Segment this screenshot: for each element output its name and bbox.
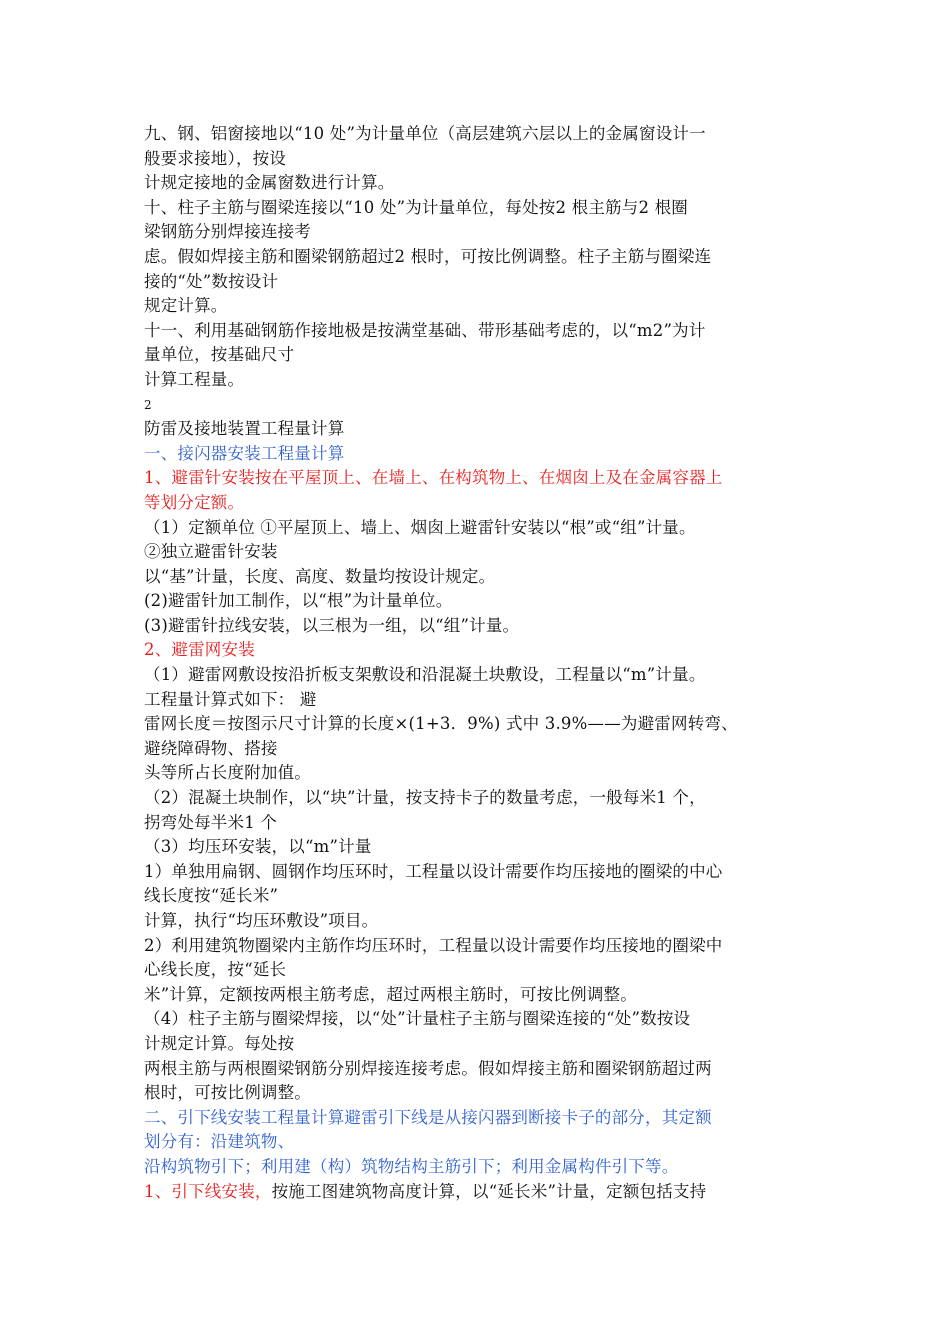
text-line: 心线长度，按“延长 <box>144 960 287 980</box>
text-line: （2）混凝土块制作，以“块”计量，按支持卡子的数量考虑，一般每米1 个， <box>144 788 706 808</box>
text-line <box>144 1180 814 1205</box>
text-line: 十一、利用基础钢筋作接地极是按满堂基础、带形基础考虑的，以“m2”为计 <box>144 320 706 340</box>
text-line: 工程量计算式如下： 避 <box>144 689 317 709</box>
text-line: 计算，执行“均压环敷设”项目。 <box>144 911 379 930</box>
text-line: 一、接闪器安装工程量计算 <box>144 443 345 463</box>
text-line: 2）利用建筑物圈梁内主筋作均压环时，工程量以设计需要作均压接地的圈梁中 <box>144 935 723 955</box>
text-line: （1）定额单位 ①平屋顶上、墙上、烟囱上避雷针安装以“根”或“组”计量。 <box>144 517 696 537</box>
text-line: 雷网长度＝按图示尺寸计算的长度×(1+3．9%) 式中 3.9%——为避雷网转弯、 <box>144 714 738 734</box>
text-line: （1）避雷网敷设按沿折板支架敷设和沿混凝土块敷设，工程量以“m”计量。 <box>144 665 706 685</box>
heading-fragment: 1、引下线安装， <box>144 1181 272 1201</box>
text-line: 1、避雷针安装按在平屋顶上、在墙上、在构筑物上、在烟囱上及在金属容器上 <box>144 468 723 488</box>
text-line: 线长度按“延长米” <box>144 886 279 906</box>
text-line: 梁钢筋分别焊接连接考 <box>144 222 311 242</box>
text-line: 规定计算。 <box>144 296 228 316</box>
text-line: 接的“处”数按设计 <box>144 271 279 291</box>
text-line: (3)避雷针拉线安装，以三根为一组，以“组”计量。 <box>144 615 520 635</box>
text-line: 般要求接地），按设 <box>144 148 287 168</box>
body-fragment: 按施工图建筑物高度计算，以“延长米”计量，定额包括支持 <box>271 1181 707 1201</box>
text-line: 米”计算，定额按两根主筋考虑，超过两根主筋时，可按比例调整。 <box>144 984 637 1004</box>
text-line: 1）单独用扁钢、圆钢作均压环时，工程量以设计需要作均压接地的圈梁的中心 <box>144 861 723 881</box>
page-number: 2 <box>144 397 152 412</box>
text-line: 防雷及接地装置工程量计算 <box>144 419 345 439</box>
text-line: 避绕障碍物、搭接 <box>144 738 278 758</box>
text-line: 拐弯处每半米1 个 <box>144 812 278 832</box>
text-line: 根时，可按比例调整。 <box>144 1083 311 1103</box>
text-line: 计规定计算。每处按 <box>144 1033 295 1053</box>
text-line: (2)避雷针加工制作，以“根”为计量单位。 <box>144 591 453 611</box>
text-line: 二、引下线安装工程量计算避雷引下线是从接闪器到断接卡子的部分，其定额 <box>144 1107 712 1127</box>
text-line: 九、钢、铝窗接地以“10 处”为计量单位（高层建筑六层以上的金属窗设计一 <box>144 124 706 143</box>
text-line: 沿构筑物引下；利用建（构）筑物结构主筋引下；利用金属构件引下等。 <box>144 1156 679 1176</box>
text-line: 量单位，按基础尺寸 <box>144 345 295 365</box>
text-line: 计算工程量。 <box>144 369 245 389</box>
text-line: 虑。假如焊接主筋和圈梁钢筋超过2 根时，可按比例调整。柱子主筋与圈梁连 <box>144 246 712 266</box>
document-body <box>144 122 814 1204</box>
text-line: 2、避雷网安装 <box>144 640 255 660</box>
text-line: （3）均压环安装，以“m”计量 <box>144 837 372 857</box>
text-line: 划分有：沿建筑物、 <box>144 1132 295 1152</box>
text-line: 头等所占长度附加值。 <box>144 763 311 783</box>
text-line: 等划分定额。 <box>144 492 245 512</box>
text-line: （4）柱子主筋与圈梁焊接，以“处”计量柱子主筋与圈梁连接的“处”数按设 <box>144 1009 691 1029</box>
text-line: 十、柱子主筋与圈梁连接以“10 处”为计量单位，每处按2 根主筋与2 根圈 <box>144 197 688 217</box>
text-line: ②独立避雷针安装 <box>144 542 278 562</box>
text-line: 计规定接地的金属窗数进行计算。 <box>144 173 395 193</box>
text-line: 以“基”计量，长度、高度、数量均按设计规定。 <box>144 566 496 586</box>
text-line: 两根主筋与两根圈梁钢筋分别焊接连接考虑。假如焊接主筋和圈梁钢筋超过两 <box>144 1058 712 1078</box>
